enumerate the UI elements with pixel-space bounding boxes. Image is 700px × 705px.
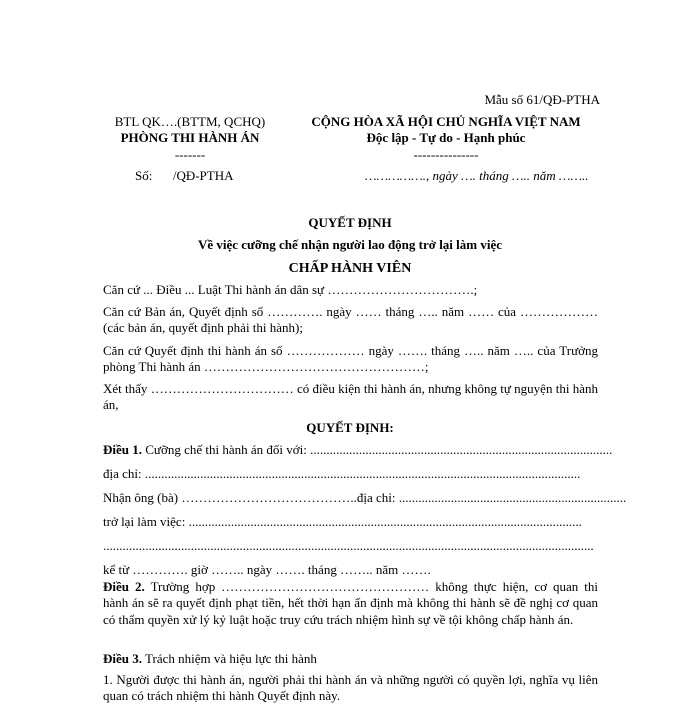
- return-to-work-line: [103, 514, 598, 530]
- article-2: [103, 579, 598, 628]
- article-2-label: Điều 2.: [103, 579, 145, 594]
- return-dots: .........................................................................................................................: [188, 514, 582, 529]
- return-label: trở lại làm việc:: [103, 514, 186, 529]
- address-dots: ......................................................................................................................................: [144, 466, 581, 481]
- basis-3: Căn cứ Quyết định thi hành án số ……………… ngày ……. tháng ….. năm ….. của Trưởng phòng Thi hành án ……………………………………………;: [103, 343, 598, 375]
- article-1-line: [103, 442, 613, 458]
- left-header-rule: -------: [174, 146, 206, 162]
- article-2-text: Trường hợp ………………………………………… không thực hiện, cơ quan thi hành án sẽ ra quyết định phạt tiền, hết thời hạn ấn định mà không thi hành sẽ đề nghị cơ quan có thẩm quyền xử lý kỷ luật hoặc truy cứu trách nhiệm hình sự về tội không chấp hành án.: [103, 579, 599, 627]
- right-header: [296, 114, 596, 163]
- article-1-dots: .............................................................................................: [310, 442, 613, 457]
- form-number: Mẫu số 61/QĐ-PTHA: [484, 92, 600, 107]
- article-3-label: Điều 3.: [103, 651, 142, 666]
- article-3-item-1: 1. Người được thi hành án, người phải thi hành án và những người có quyền lợi, nghĩa vụ liên quan có trách nhiệm thi hành Quyết định này.: [103, 672, 598, 704]
- right-header-rule: ---------------: [413, 146, 479, 162]
- place-date-line: ……………., ngày …. tháng ….. năm ……..: [365, 168, 589, 183]
- enforcement-office-name: PHÒNG THI HÀNH ÁN: [120, 130, 260, 146]
- article-3-line: [103, 651, 317, 667]
- receive-dots: ......................................................................: [398, 490, 627, 505]
- address-label: địa chỉ:: [103, 466, 142, 481]
- receive-line: [103, 490, 627, 506]
- article-1-label: Điều 1.: [103, 442, 142, 457]
- document-subject: Về việc cưỡng chế nhận người lao động trở lại làm việc: [197, 237, 503, 252]
- issuing-authority: CHẤP HÀNH VIÊN: [288, 261, 412, 276]
- number-label: Số:: [135, 168, 153, 183]
- basis-2: Căn cứ Bản án, Quyết định số …………. ngày …… tháng ….. năm …… của ……………… (các bản án, quyết định phải thi hành);: [103, 304, 598, 336]
- basis-1: Căn cứ ... Điều ... Luật Thi hành án dân sự …………………………….;: [103, 282, 478, 297]
- decision-heading: QUYẾT ĐỊNH:: [306, 420, 394, 435]
- address-line: [103, 466, 598, 482]
- country-name: CỘNG HÒA XÃ HỘI CHỦ NGHĨA VIỆT NAM: [311, 114, 581, 129]
- national-motto: Độc lập - Tự do - Hạnh phúc: [366, 130, 526, 146]
- blank-dotted-line: .......................................................................................................................................................: [103, 538, 594, 553]
- article-3-text: Trách nhiệm và hiệu lực thi hành: [145, 651, 317, 666]
- receive-label: Nhận ông (bà) …………………………………..địa chỉ:: [103, 490, 396, 505]
- document-title: QUYẾT ĐỊNH: [308, 215, 392, 230]
- article-1-text: Cưỡng chế thi hành án đối với:: [145, 442, 307, 457]
- effective-time-line: kể từ …………. giờ …….. ngày ……. tháng …….. năm …….: [103, 562, 431, 577]
- basis-4: Xét thấy …………………………… có điều kiện thi hành án, nhưng không tự nguyện thi hành án,: [103, 381, 598, 413]
- military-command-name: BTL QK….(BTTM, QCHQ): [114, 114, 266, 129]
- number-value: /QĐ-PTHA: [172, 168, 234, 183]
- document-number: [135, 168, 234, 184]
- left-header: [100, 114, 280, 163]
